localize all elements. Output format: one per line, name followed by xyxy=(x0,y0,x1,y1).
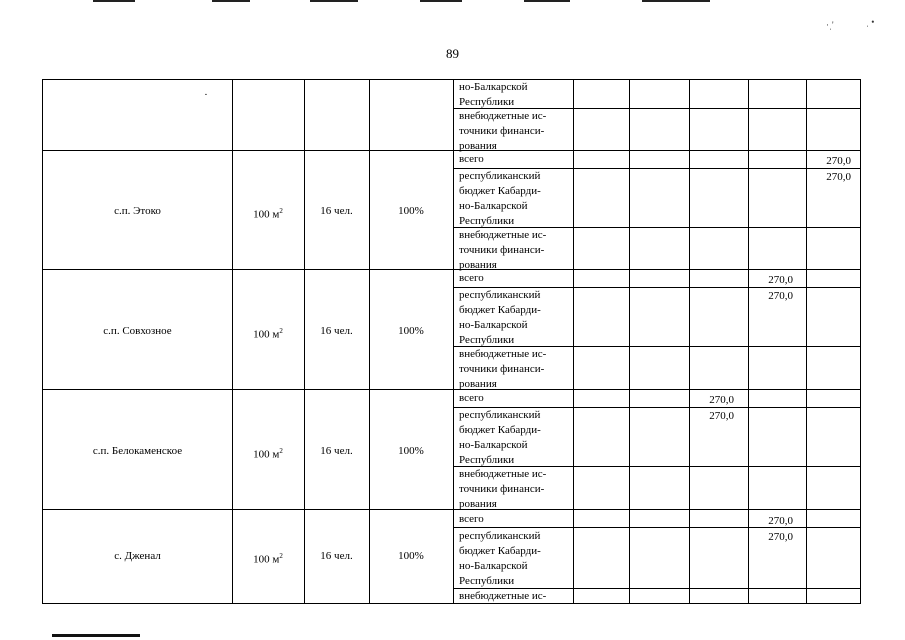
col-divider xyxy=(369,80,370,603)
scan-speck: ·ˌ' xyxy=(826,20,834,30)
republican-value: 270,0 xyxy=(768,290,793,302)
people-count: 16 чел. xyxy=(320,325,353,337)
total-label: всего xyxy=(459,153,484,165)
total-label: всего xyxy=(459,272,484,284)
percent-value: 100% xyxy=(398,205,424,217)
total-label: всего xyxy=(459,392,484,404)
col-divider xyxy=(453,80,454,603)
scan-line xyxy=(212,0,250,2)
col-divider xyxy=(689,80,690,603)
area-value: 100 $м^2$ xyxy=(253,552,283,566)
republican-budget-text: республиканский бюджет Кабарди- но-Балкарской Республики xyxy=(459,289,541,346)
scan-line xyxy=(642,0,710,2)
settlement-name: с. Дженал xyxy=(114,550,161,562)
settlement-name: с.п. Белокаменское xyxy=(92,445,183,457)
total-value: 270,0 xyxy=(826,155,851,167)
republican-value: 270,0 xyxy=(709,410,734,422)
extrabudget-text: внебюджетные ис- xyxy=(459,590,547,602)
extrabudget-text: внебюджетные ис- точники финанси- рования xyxy=(459,348,547,390)
people-count: 16 чел. xyxy=(320,205,353,217)
scan-line xyxy=(310,0,358,2)
scan-dot: · xyxy=(204,89,208,101)
republican-value: 270,0 xyxy=(768,531,793,543)
col-divider xyxy=(304,80,305,603)
area-value: 100 $м^2$ xyxy=(253,207,283,221)
percent-value: 100% xyxy=(398,325,424,337)
total-label: всего xyxy=(459,513,484,525)
settlement-name: с.п. Совхозное xyxy=(103,325,172,337)
percent-value: 100% xyxy=(398,550,424,562)
page-number: 89 xyxy=(446,46,459,61)
area-value: 100 $м^2$ xyxy=(253,447,283,461)
cont-extrabudget-text: внебюджетные ис- точники финанси- рования xyxy=(459,110,547,152)
total-value: 270,0 xyxy=(709,394,734,406)
group-divider xyxy=(43,389,860,390)
col-divider xyxy=(573,80,574,603)
total-value: 270,0 xyxy=(768,515,793,527)
extrabudget-text: внебюджетные ис- точники финанси- рования xyxy=(459,468,547,510)
budget-table xyxy=(42,79,861,604)
scan-line xyxy=(524,0,570,2)
republican-budget-text: республиканский бюджет Кабарди- но-Балкарской Республики xyxy=(459,409,541,466)
scan-line xyxy=(93,0,135,2)
republican-value: 270,0 xyxy=(826,171,851,183)
row-divider xyxy=(453,527,860,528)
extrabudget-text: внебюджетные ис- точники финанси- рования xyxy=(459,229,547,271)
group-divider xyxy=(43,509,860,510)
col-divider xyxy=(629,80,630,603)
scan-speck: ˌ • xyxy=(866,17,875,27)
total-value: 270,0 xyxy=(768,274,793,286)
scan-line xyxy=(420,0,462,2)
republican-budget-text: республиканский бюджет Кабарди- но-Балкарской Республики xyxy=(459,170,541,227)
settlement-name: с.п. Этоко xyxy=(114,205,161,217)
percent-value: 100% xyxy=(398,445,424,457)
people-count: 16 чел. xyxy=(320,445,353,457)
people-count: 16 чел. xyxy=(320,550,353,562)
area-value: 100 $м^2$ xyxy=(253,327,283,341)
republican-budget-text: республиканский бюджет Кабарди- но-Балкарской Республики xyxy=(459,530,541,587)
group-divider xyxy=(43,150,860,151)
footnote-rule xyxy=(52,634,140,637)
cont-region-text: но-Балкарской Республики xyxy=(459,81,528,108)
group-divider xyxy=(43,269,860,270)
